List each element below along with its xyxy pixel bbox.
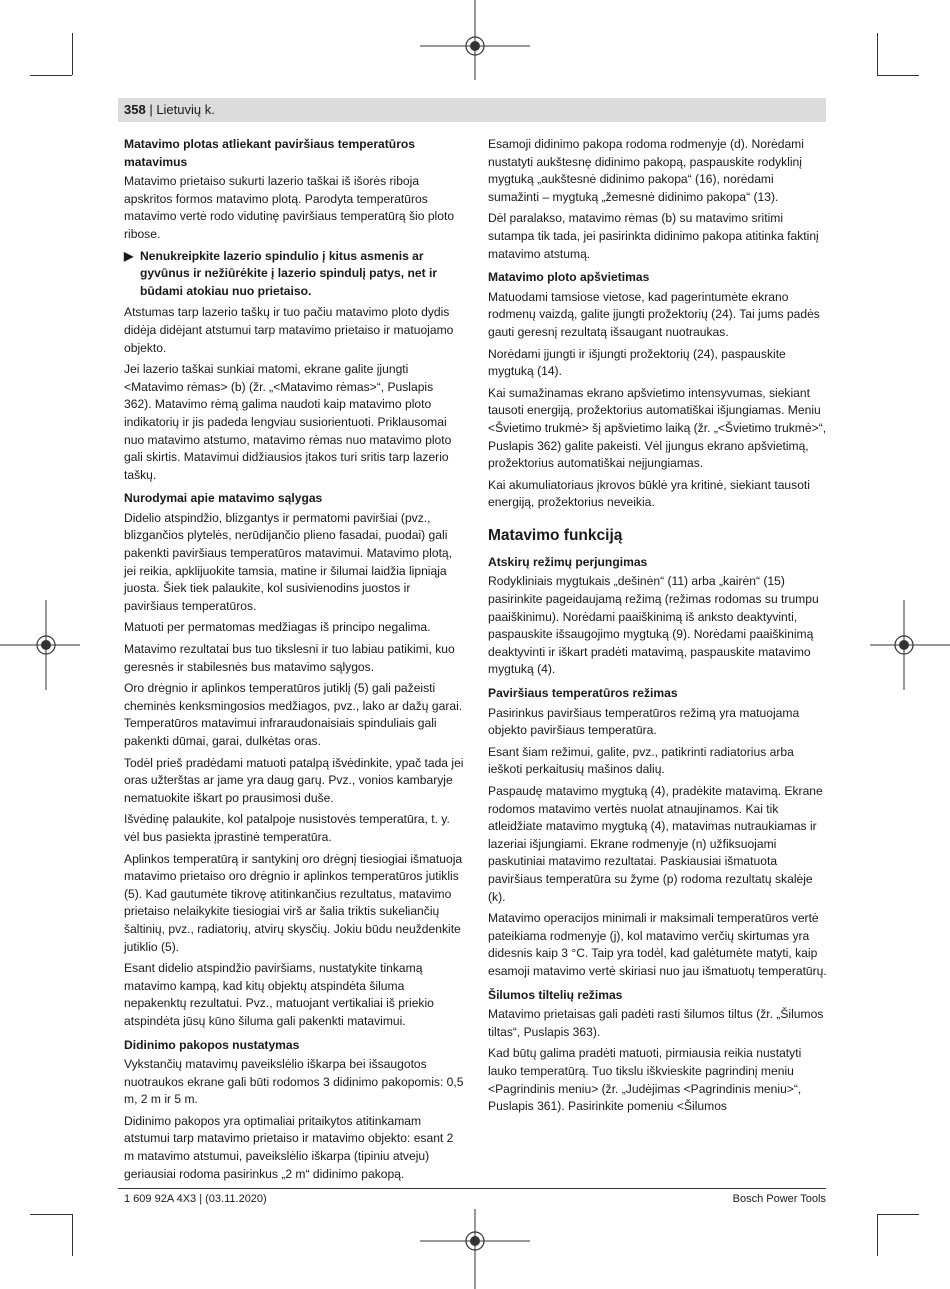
crop-mark	[72, 33, 73, 75]
crop-mark	[30, 1214, 72, 1215]
safety-warning	[124, 248, 464, 301]
crop-mark	[30, 75, 72, 76]
body-paragraph: Matuoti per permatomas medžiagas iš principo negalima.	[124, 620, 431, 635]
page-number: 358	[124, 102, 146, 117]
subsection-heading: Nurodymai apie matavimo sąlygas	[124, 491, 323, 506]
body-paragraph: Atstumas tarp lazerio taškų ir tuo pačiu matavimo ploto dydis didėja didėjant atstumui tarp matavimo prietaiso ir matuojamo objekto.	[124, 305, 454, 355]
subsection-heading: Paviršiaus temperatūros režimas	[488, 686, 678, 701]
body-paragraph: Matuodami tamsiose vietose, kad pagerintumėte ekrano rodmenų vaizdą, galite įjungti prožektorių (24). Tai jums padės gauti geresnį rezultatą išsaugant nuotraukas.	[488, 289, 820, 339]
crop-mark	[72, 1214, 73, 1256]
warning-text: Nenukreipkite lazerio spindulio į kitus asmenis ar gyvūnus ir nežiūrėkite į lazerio spindulį patys, net ir būdami atokiau nuo prietaiso.	[140, 248, 438, 298]
body-paragraph: Matavimo rezultatai bus tuo tikslesni ir tuo labiau patikimi, kuo geresnės ir stabilesnės bus matavimo sąlygos.	[124, 642, 455, 674]
subsection-heading: Matavimo plotas atliekant paviršiaus temperatūros matavimus	[124, 137, 416, 169]
body-paragraph: Didinimo pakopos yra optimaliai pritaikytos atitinkamam atstumui tarp matavimo prietaiso ir matavimo objekto: esant 2 m matavimo atstumui, paveikslėlio iškarpa (tipiniu atveju) geriausiai rodoma pasirinkus „2 m“ didinimo pakopą.	[124, 1113, 454, 1181]
crop-mark	[877, 75, 919, 76]
body-paragraph: Kai akumuliatoriaus įkrovos būklė yra kritinė, siekiant tausoti energiją, prožektorius neveikia.	[488, 477, 810, 510]
body-paragraph: Jei lazerio taškai sunkiai matomi, ekrane galite įjungti <Matavimo rėmas> (b) (žr. „<Matavimo rėmas>“, Puslapis 362). Matavimo rėmą galima naudoti kaip matavimo ploto indikatorių ir jis padeda lengviau susiorientuoti. Priklausomai nuo matavimo atstumo, matavimo rėmas nuo matavimo ploto gali skirtis. Matavimui didžiausios įtakos turi sritis tarp lazerio taškų.	[124, 362, 452, 482]
page-header: 358 | Lietuvių k.	[124, 102, 215, 117]
body-paragraph: Kai sumažinamas ekrano apšvietimo intensyvumas, siekiant tausoti energiją, prožektorius automatiškai išjungiamas. Meniu <Švietimo trukmė> šį apšvietimo laiką (žr. „<Švietimo trukmė>“, Puslapis 362) galite pakeisti. Vėl įjungus ekrano apšvietimą, prožektorius automatiškai neįjungiamas.	[488, 385, 827, 471]
body-paragraph: Norėdami įjungti ir išjungti prožektorių (24), paspauskite mygtuką (14).	[488, 346, 786, 379]
registration-mark-icon	[420, 1209, 530, 1289]
left-column	[124, 136, 464, 1187]
registration-mark-icon	[420, 0, 530, 80]
subsection-heading: Atskirų režimų perjungimas	[488, 554, 648, 569]
right-column	[488, 136, 828, 1120]
crop-mark	[877, 33, 878, 75]
crop-mark	[877, 1214, 878, 1256]
body-paragraph: Matavimo prietaiso sukurti lazerio taškai iš išorės riboja apskritos formos matavimo plotą. Parodyta temperatūros matavimo vertė rodo vidutinę paviršiaus temperatūrą šio ploto ribose.	[124, 174, 455, 241]
body-paragraph: Aplinkos temperatūrą ir santykinį oro drėgnį tiesiogiai išmatuoja matavimo prietaiso oro drėgnio ir aplinkos temperatūros jutiklis (5). Kad gautumėte tikrovę atitinkančius rezultatus, matavimo prietaiso nelaikykite tiesiogiai virš ar šalia triktis sukeliančių šaltinių, pvz., radiatorių, atvirų skysčių. Jokiu būdu neuždenkite jutiklio (5).	[124, 851, 463, 954]
body-paragraph: Pasirinkus paviršiaus temperatūros režimą yra matuojama objekto paviršiaus temperatūra.	[488, 705, 800, 738]
subsection-heading: Šilumos tiltelių režimas	[488, 987, 623, 1002]
body-paragraph: Matavimo prietaisas gali padėti rasti šilumos tiltus (žr. „Šilumos tiltas“, Puslapis 363).	[488, 1007, 824, 1039]
body-paragraph: Esamoji didinimo pakopa rodoma rodmenyje (d). Norėdami nustatyti aukštesnę didinimo pakopą, paspauskite rodyklinį mygtuką „aukštesnė didinimo pakopa“ (16), norėdami sumažinti – mygtuką „žemesnė didinimo pakopa“ (13).	[488, 137, 804, 204]
subsection-heading: Didinimo pakopos nustatymas	[124, 1037, 300, 1052]
body-paragraph: Oro drėgnio ir aplinkos temperatūros jutiklį (5) gali pažeisti cheminės kenksmingosios medžiagos, pvz., lako ar dažų garai. Temperatūros matavimui infraraudonaisiais spinduliais gali pakenkti dūmai, garai, dulkėtas oras.	[124, 681, 463, 748]
footer-brand: Bosch Power Tools	[732, 1193, 826, 1205]
body-paragraph: Kad būtų galima pradėti matuoti, pirmiausia reikia nustatyti lauko temperatūrą. Tuo tikslu iškvieskite pagrindinį meniu <Pagrindinis meniu> (žr. „Judėjimas <Pagrindinis meniu>“, Puslapis 361). Pasirinkite pomeniu <Šilumos	[488, 1046, 802, 1114]
footer-rule	[118, 1188, 826, 1189]
body-paragraph: Esant dideliο atspindžio paviršiams, nustatykite tinkamą matavimo kampą, kad kitų objektų atspindėta šiluma nepakenktų rezultatui. Pvz., matuojant vertikaliai iš priekio atspindėta jūsų kūno šiluma gali pakenkti matavimui.	[124, 961, 434, 1028]
body-paragraph: Paspaudę matavimo mygtuką (4), pradėkite matavimą. Ekrane rodomos matavimo vertės nuolat atnaujinamos. Kai tik atleidžiate matavimo mygtuką (4), matavimas nutraukiamas ir lazeriai išjungiami. Ekrane rodmenyje (n) užfiksuojami paskutiniai matavimo rezultatai. Paskiausiai išmatuota paviršiaus temperatūra su žyme (p) rodoma rezultatų skalėje (k).	[488, 784, 823, 904]
footer-document-code: 1 609 92A 4X3 | (03.11.2020)	[124, 1193, 267, 1205]
body-paragraph: Vykstančių matavimų paveikslėlio iškarpa bei išsaugotos nuotraukos ekrane gali būti rodomos 3 didinimo pakopomis: 0,5 m, 2 m ir 5 m.	[124, 1057, 464, 1107]
crop-mark	[877, 1214, 919, 1215]
body-paragraph: Išvėdinę palaukite, kol patalpoje nusistovės temperatūra, t. y. vėl bus pasiekta įprastinė temperatūra.	[124, 812, 450, 844]
warning-arrow-icon: ▶	[124, 248, 134, 263]
body-paragraph: Esant šiam režimui, galite, pvz., patikrinti radiatorius arba ieškoti perkaitusių mašinos dalių.	[488, 744, 794, 777]
registration-mark-icon	[0, 600, 80, 690]
section-heading: Matavimo funkciją	[488, 526, 623, 544]
page-header-band	[118, 98, 826, 122]
body-paragraph: Didelio atspindžio, blizgantys ir permatomi paviršiai (pvz., blizgančios plytelės, nerūdijančio plieno fasadai, puodai) gali pakenkti paviršiaus temperatūros matavimui. Matavimo plotą, jei reikia, apklijuokite tamsia, matine ir šilumai laidžia lipniąja juosta. Šiek tiek palaukite, kol susivienodins juostos ir paviršiaus temperatūros.	[124, 510, 453, 613]
body-paragraph: Rodykliniais mygtukais „dešinėn“ (11) arba „kairėn“ (15) pasirinkite pageidaujamą režimą (režimas rodomas su trumpu paaiškinimu). Norėdami paaiškinimą iš anksto deaktyvinti, paspauskite išsaugojimo mygtuką (9). Norėdami paaiškinimą deaktyvinti ir iškart pradėti matavimą, paspauskite matavimo mygtuką (4).	[488, 574, 819, 677]
body-paragraph: Todėl prieš pradėdami matuoti patalpą išvėdinkite, ypač tada jei oras užterštas ar jame yra daug garų. Pvz., vonios kambaryje nematuokite iškart po prausimosi duše.	[124, 755, 464, 805]
body-paragraph: Dėl paralakso, matavimo rėmas (b) su matavimo sritimi sutampa tik tada, jei pasirinkta didinimo pakopa atitinka faktinį matavimo atstumą.	[488, 211, 819, 261]
language-label: Lietuvių k.	[156, 102, 215, 117]
body-paragraph: Matavimo operacijos minimali ir maksimali temperatūros vertė pateikiama rodmenyje (j), kol matavimo verčių skirtumas yra didesnis kaip 3 °C. Taip yra todėl, kad galėtumėte matyti, kaip esamoji matavimo vertė skiriasi nuo jau išmatuotų temperatūrų.	[488, 911, 827, 978]
subsection-heading: Matavimo ploto apšvietimas	[488, 270, 650, 285]
registration-mark-icon	[870, 600, 950, 690]
